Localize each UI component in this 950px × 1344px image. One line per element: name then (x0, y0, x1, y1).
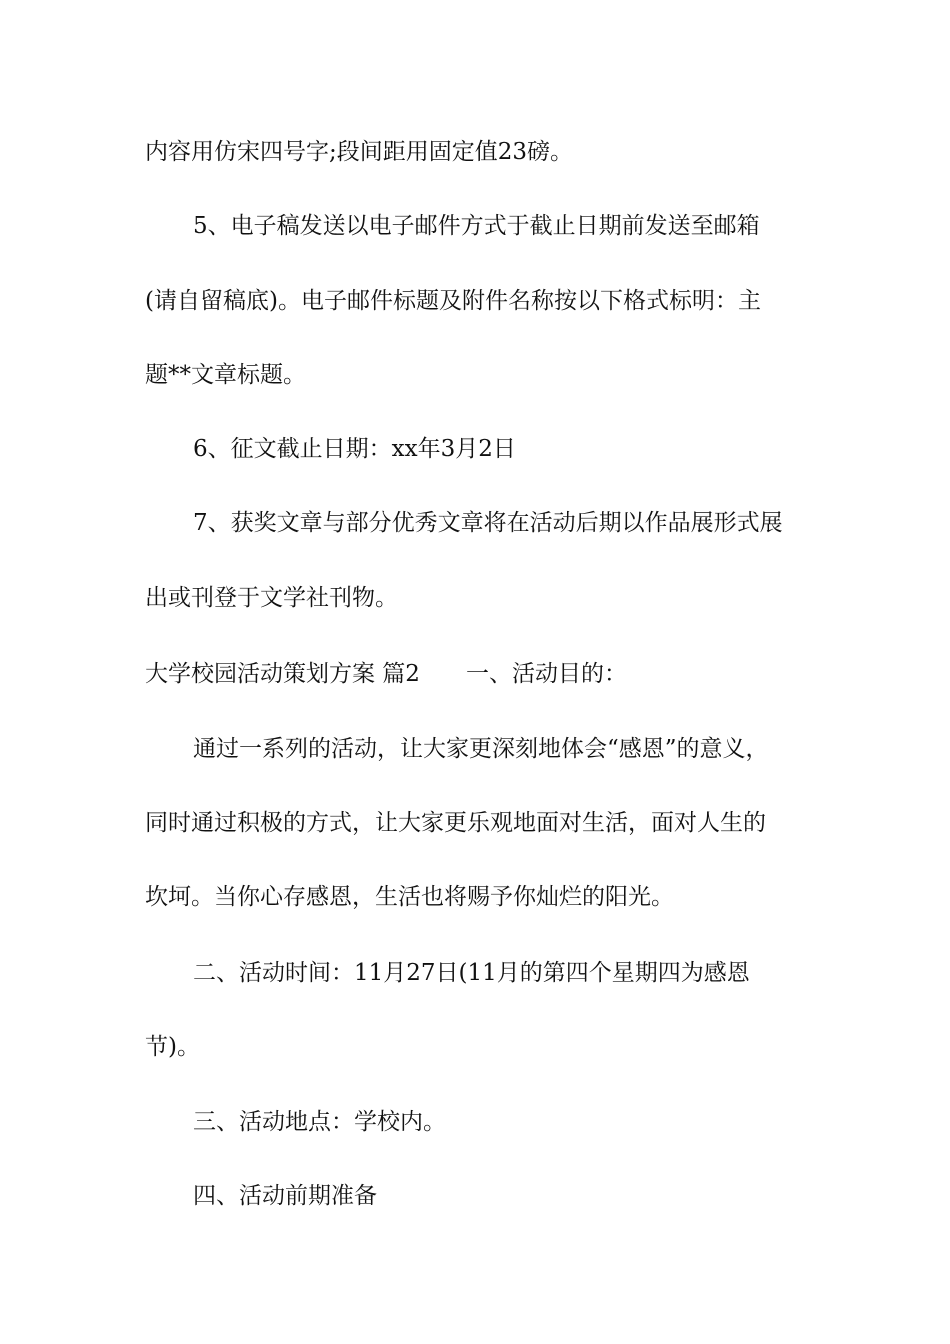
paragraph-line-9: 同时通过积极的方式，让大家更乐观地面对生活，面对人生的 (145, 810, 766, 836)
paragraph-line-6: 7、获奖文章与部分优秀文章将在活动后期以作品展形式展 (193, 510, 783, 536)
paragraph-line-13: 三、活动地点：学校内。 (193, 1109, 446, 1135)
paragraph-line-8: 通过一系列的活动，让大家更深刻地体会“感恩”的意义， (193, 736, 769, 762)
paragraph-line-4: 题**文章标题。 (145, 362, 306, 388)
section-title: 大学校园活动策划方案 篇2 (145, 661, 420, 687)
section-heading (145, 659, 845, 689)
paragraph-line-3: (请自留稿底)。电子邮件标题及附件名称按以下格式标明：主 (145, 288, 761, 314)
paragraph-line-1: 内容用仿宋四号字;段间距用固定值23磅。 (145, 139, 574, 165)
paragraph-line-5: 6、征文截止日期：xx年3月2日 (193, 436, 516, 462)
paragraph-line-2: 5、电子稿发送以电子邮件方式于截止日期前发送至邮箱 (193, 213, 760, 239)
paragraph-line-12: 节)。 (145, 1034, 200, 1060)
paragraph-line-7: 出或刊登于文学社刊物。 (145, 585, 398, 611)
paragraph-line-10: 坎坷。当你心存感恩，生活也将赐予你灿烂的阳光。 (145, 884, 674, 910)
paragraph-line-14: 四、活动前期准备 (193, 1183, 377, 1209)
section-subtitle: 一、活动目的： (465, 661, 627, 687)
paragraph-line-11: 二、活动时间：11月27日(11月的第四个星期四为感恩 (193, 960, 750, 986)
